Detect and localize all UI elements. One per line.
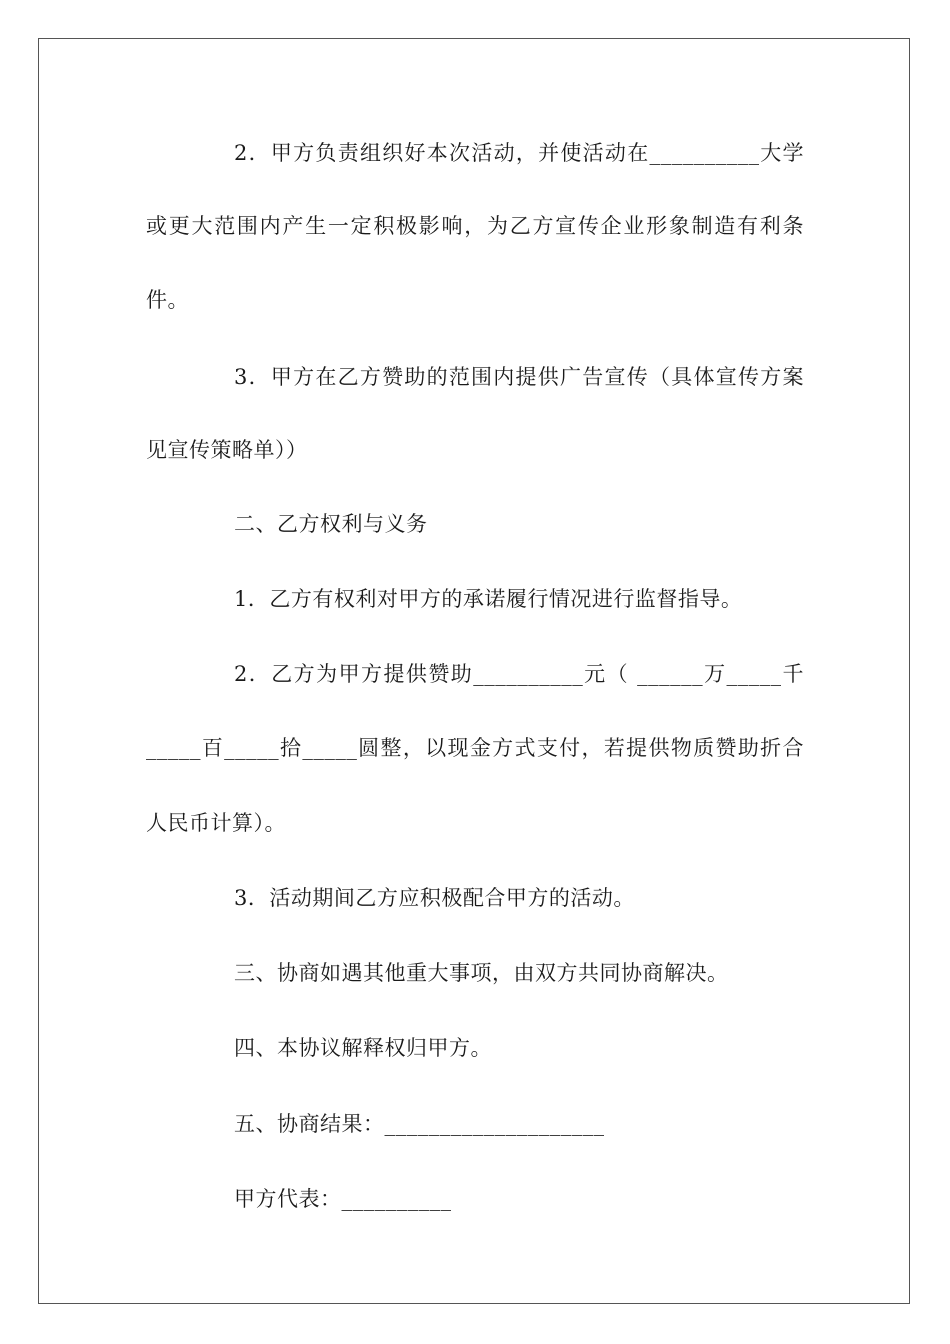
clause-a2-line-2: 或更大范围内产生一定积极影响，为乙方宣传企业形象制造有利条 — [146, 214, 804, 238]
clause-b1: 1．乙方有权利对甲方的承诺履行情况进行监督指导。 — [234, 587, 743, 611]
section-4: 四、本协议解释权归甲方。 — [234, 1036, 492, 1060]
clause-a2-line-1: 2．甲方负责组织好本次活动，并使活动在__________大学 — [234, 141, 804, 165]
section-3: 三、协商如遇其他重大事项，由双方共同协商解决。 — [234, 961, 729, 985]
clause-b2-line-2: _____百_____拾_____圆整，以现金方式支付，若提供物质赞助折合 — [146, 736, 804, 760]
clause-a2-line-3: 件。 — [146, 288, 189, 312]
clause-b3: 3．活动期间乙方应积极配合甲方的活动。 — [234, 886, 635, 910]
section-5-result: 五、协商结果：____________________ — [234, 1112, 605, 1136]
clause-b2-line-1: 2．乙方为甲方提供赞助__________元（ ______万_____千 — [234, 662, 804, 686]
section-2-heading: 二、乙方权利与义务 — [234, 512, 428, 536]
party-a-representative: 甲方代表：__________ — [234, 1187, 452, 1211]
clause-a3-line-2: 见宣传策略单）） — [146, 438, 308, 462]
clause-a3-line-1: 3．甲方在乙方赞助的范围内提供广告宣传（具体宣传方案 — [234, 365, 804, 389]
clause-b2-line-3: 人民币计算）。 — [146, 811, 286, 835]
